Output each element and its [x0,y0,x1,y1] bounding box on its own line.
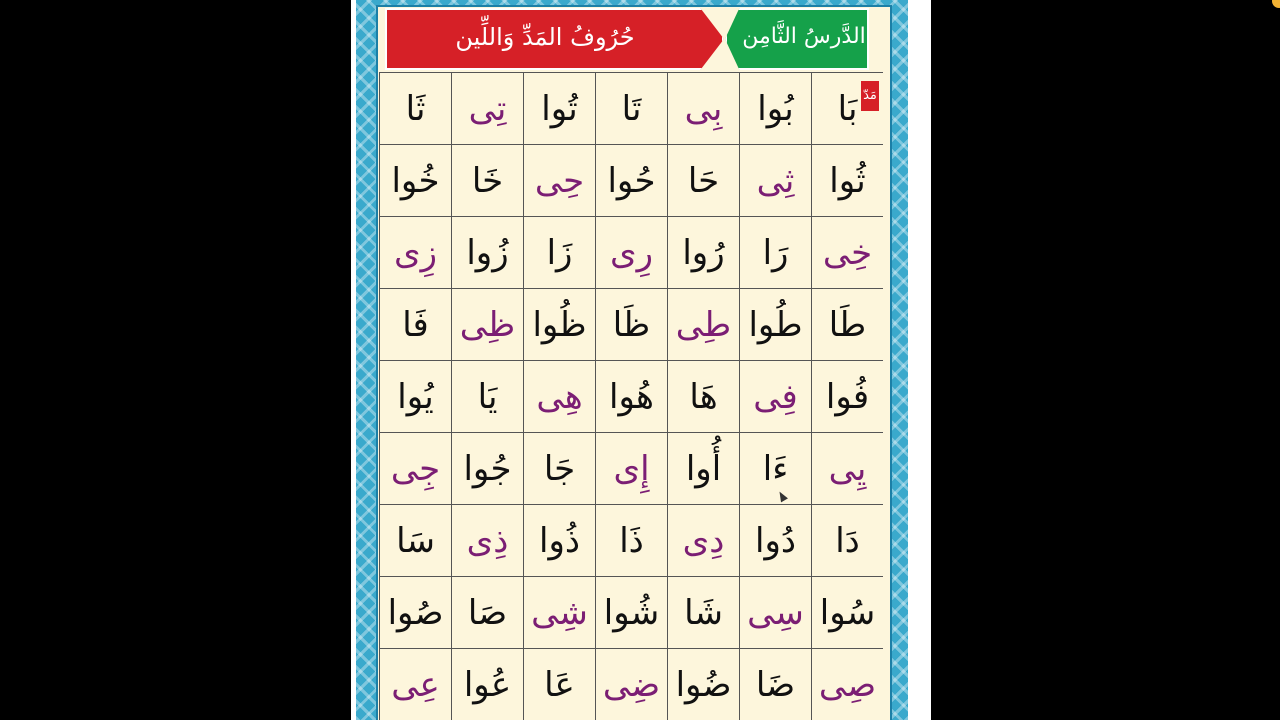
lesson-title: حُرُوفُ المَدِّ وَاللِّين [455,23,635,51]
syllable-cell [811,361,883,433]
lesson-number: الدَّرسُ الثَّامِن [742,24,866,49]
syllable-text: ذُوا [539,520,581,561]
syllable-text: جَا [543,448,576,489]
syllable-text: خُوا [391,160,440,201]
syllable-cell [523,73,595,145]
syllable-text: شُوا [603,592,660,633]
syllable-text: إِى [613,448,650,489]
syllable-text: ثُوا [829,160,866,201]
syllable-text: ذَا [619,520,644,561]
syllable-text: سَا [396,520,435,561]
syllable-text: ثَا [405,88,426,129]
syllable-cell [667,73,739,145]
syllable-cell [667,577,739,649]
syllable-cell [667,145,739,217]
syllable-cell [811,649,883,720]
syllable-text: تَا [621,88,642,129]
syllable-text: صَا [467,592,508,633]
syllable-cell [595,217,667,289]
syllable-text: ضَا [755,664,796,705]
syllable-text: رِى [609,232,654,273]
syllable-cell [739,577,811,649]
syllable-text: ضُوا [675,664,732,705]
corner-indicator-icon [1272,0,1280,8]
syllable-text: تِى [468,88,507,129]
syllable-cell [379,433,451,505]
syllable-cell [451,433,523,505]
syllable-cell [811,577,883,649]
syllable-cell [739,361,811,433]
syllable-cell [379,145,451,217]
syllable-text: جُوا [463,448,512,489]
syllable-text: زُوا [466,232,509,273]
syllable-text: طِى [675,304,732,345]
syllable-cell [451,505,523,577]
syllable-text: شَا [684,592,723,633]
lesson-page [351,0,931,720]
syllable-text: دَا [835,520,860,561]
syllable-text: حُوا [607,160,656,201]
syllable-cell [811,145,883,217]
syllable-cell [379,505,451,577]
syllable-cell [451,649,523,720]
syllable-text: ظَا [612,304,651,345]
syllable-cell [811,73,883,145]
syllable-cell [739,145,811,217]
syllable-text: صُوا [387,592,444,633]
syllable-text: دِى [682,520,725,561]
syllable-text: فِى [753,376,798,417]
syllable-cell [667,649,739,720]
syllable-cell [523,505,595,577]
syllable-cell [595,145,667,217]
syllable-cell [595,577,667,649]
syllable-text: ذِى [466,520,509,561]
syllable-text: رُوا [682,232,725,273]
syllable-cell [451,145,523,217]
syllable-cell [667,361,739,433]
syllable-cell [523,217,595,289]
syllable-text: زَا [546,232,573,273]
syllable-text: بَا [837,88,858,129]
syllable-cell [379,649,451,720]
syllable-text: هِى [536,376,583,417]
syllable-cell [811,505,883,577]
syllable-cell [451,577,523,649]
syllable-cell [451,289,523,361]
syllable-cell [523,145,595,217]
syllable-text: سُوا [819,592,876,633]
syllable-text: هَا [689,376,718,417]
syllable-text: طَا [828,304,867,345]
syllable-text: حَا [687,160,720,201]
syllable-cell [739,649,811,720]
syllable-text: حِى [534,160,585,201]
syllable-text: طُوا [748,304,803,345]
syllable-text: دُوا [755,520,797,561]
syllable-cell [523,577,595,649]
syllable-cell [595,433,667,505]
syllable-cell [523,361,595,433]
syllable-text: بُوا [757,88,794,129]
syllable-cell [379,361,451,433]
syllable-text: هُوا [609,376,654,417]
syllable-cell [451,73,523,145]
syllable-cell [667,217,739,289]
syllable-text: عَا [544,664,575,705]
syllable-cell [451,361,523,433]
syllable-text: يُوا [397,376,434,417]
syllable-text: عُوا [463,664,512,705]
syllable-cell [379,73,451,145]
syllable-cell [595,649,667,720]
syllable-cell [523,649,595,720]
syllable-text: ثِى [756,160,795,201]
syllable-text: ظُوا [532,304,587,345]
syllable-cell [739,217,811,289]
syllable-cell [739,433,811,505]
syllable-cell [667,433,739,505]
syllable-text: جِى [390,448,441,489]
lesson-header [385,8,869,70]
syllable-cell [379,577,451,649]
syllable-text: عِى [391,664,440,705]
syllable-cell [811,217,883,289]
letter-grid [379,72,883,720]
syllable-text: خِى [822,232,873,273]
syllable-text: يَا [477,376,498,417]
syllable-cell [595,361,667,433]
syllable-text: زِى [393,232,438,273]
syllable-text: بِى [684,88,723,129]
syllable-text: أُوا [685,448,722,489]
syllable-text: فَا [402,304,429,345]
syllable-text: خَا [471,160,504,201]
syllable-cell [379,289,451,361]
syllable-text: يِى [828,448,867,489]
syllable-text: تُوا [541,88,578,129]
syllable-text: رَا [762,232,789,273]
syllable-cell [595,289,667,361]
syllable-cell [811,289,883,361]
syllable-text: فُوا [825,376,870,417]
syllable-cell [595,505,667,577]
syllable-cell [595,73,667,145]
syllable-cell [739,289,811,361]
syllable-cell [523,289,595,361]
syllable-cell [739,73,811,145]
syllable-text: ءَا [762,448,789,489]
syllable-text: ظِى [459,304,516,345]
syllable-cell [667,289,739,361]
syllable-cell [451,217,523,289]
syllable-cell [739,505,811,577]
syllable-text: صِى [818,664,877,705]
syllable-cell [811,433,883,505]
syllable-cell [523,433,595,505]
syllable-text: ضِى [602,664,661,705]
syllable-text: شِى [531,592,588,633]
syllable-cell [379,217,451,289]
syllable-cell [667,505,739,577]
madd-badge: مَدّ [861,81,879,111]
syllable-text: سِى [747,592,804,633]
